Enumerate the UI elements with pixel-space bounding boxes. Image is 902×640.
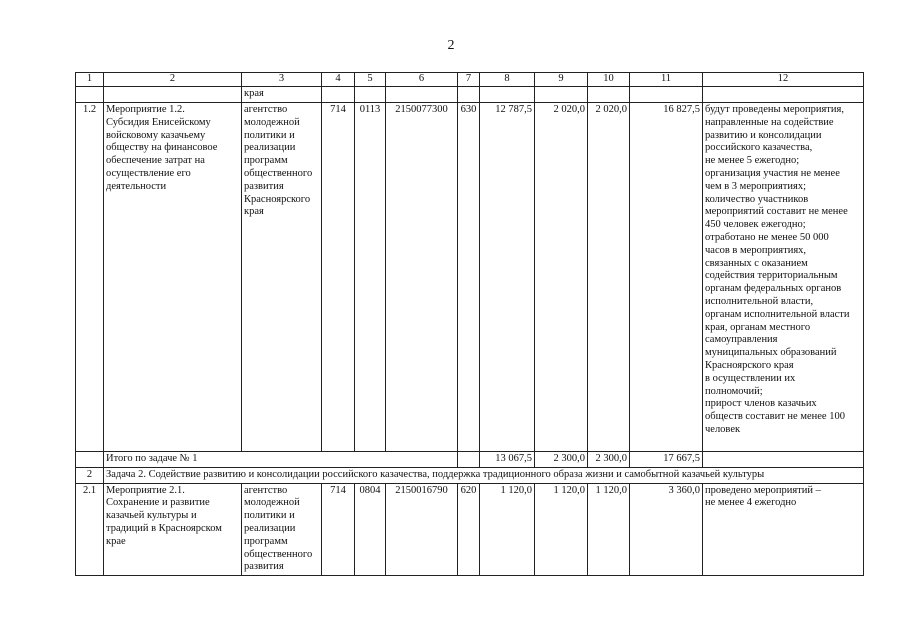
expected-result [703,483,864,576]
executor [242,103,322,452]
task-number: 2 [76,467,104,483]
text-line: органам федеральных органов [705,283,842,295]
text-line: организация участия не менее [705,167,840,179]
table-row-1-2 [76,103,864,452]
text-line: Красноярского края [705,359,794,371]
text-line: связанных с оказанием [705,257,808,269]
text-line: молодежной [244,497,300,509]
text-line: традиций в Красноярском [106,522,222,534]
text-line: муниципальных образований [705,347,837,359]
total-amount: 16 827,5 [630,103,703,452]
text-line: молодежной [244,116,300,128]
text-line: общественного [244,548,313,560]
year-1-amount: 1 120,0 [480,483,535,576]
executor [242,483,322,576]
column-header-7: 7 [458,73,480,87]
text-line: развития [244,561,284,573]
text-line: общественного [244,167,313,179]
page-number: 2 [447,38,455,53]
text-line: войсковому казачьему [106,129,206,141]
item-name [104,103,242,452]
text-line: обеспечение затрат на [106,155,205,167]
column-header-4: 4 [322,73,355,87]
grbs-code: 714 [322,103,355,452]
text-line: агентство [244,104,288,115]
total-amount: 3 360,0 [630,483,703,576]
text-line: российского казачества, [705,142,813,154]
text-line: часов в мероприятиях, [705,244,807,256]
year-2-amount: 2 020,0 [535,103,588,452]
column-header-9: 9 [535,73,588,87]
text-line: человек [705,423,741,435]
column-header-row [76,73,864,87]
text-line: мероприятий составит не менее [705,206,848,218]
rzpr-code: 0804 [355,483,386,576]
text-line: Мероприятие 1.2. [106,104,185,115]
text-line: чем в 3 мероприятиях; [705,180,806,192]
subtotal-label: Итого по задаче № 1 [104,452,458,468]
year-1-amount: 12 787,5 [480,103,535,452]
text-line: прирост членов казачьих [705,398,817,410]
table-row-subtotal [76,452,864,468]
vr-code: 620 [458,483,480,576]
column-header-5: 5 [355,73,386,87]
text-line: будут проведены мероприятия, [705,104,844,115]
subtotal-year-1: 13 067,5 [480,452,535,468]
text-line: политики и [244,129,295,141]
column-header-12: 12 [703,73,864,87]
text-line: исполнительной власти, [705,295,814,307]
continuation-executor-cell: края [242,87,322,103]
text-line: осуществление его [106,167,191,179]
text-line: крае [106,535,126,547]
item-number: 2.1 [76,483,104,576]
text-line: органам исполнительной власти [705,308,850,320]
text-line: развитию и консолидации [705,129,822,141]
text-line: реализации [244,142,296,154]
csr-code: 2150016790 [386,483,458,576]
text-line: отработано не менее 50 000 [705,231,829,243]
text-line: проведено мероприятий – [705,484,821,496]
text-line: деятельности [106,180,167,192]
year-3-amount: 1 120,0 [588,483,630,576]
vr-code: 630 [458,103,480,452]
text-line: полномочий; [705,385,763,397]
text-line: реализации [244,522,296,534]
subtotal-year-3: 2 300,0 [588,452,630,468]
csr-code: 2150077300 [386,103,458,452]
text-line: Красноярского [244,193,311,205]
subtotal-total: 17 667,5 [630,452,703,468]
item-number: 1.2 [76,103,104,452]
year-2-amount: 1 120,0 [535,483,588,576]
text-line: обществу на финансовое [106,142,218,154]
subtotal-year-2: 2 300,0 [535,452,588,468]
text-line: самоуправления [705,334,778,346]
text-line: количество участников [705,193,809,205]
task-heading: Задача 2. Содействие развитию и консолидации российского казачества, поддержка традиционного образа жизни и самобытной казачьей культуры [104,467,864,483]
text-line: агентство [244,484,288,496]
text-line: программ [244,535,288,547]
text-line: края [244,206,264,218]
text-line: в осуществлении их [705,372,796,384]
column-header-3: 3 [242,73,322,87]
column-header-2: 2 [104,73,242,87]
text-line: развития [244,180,284,192]
text-line: направленные на содействие [705,116,834,128]
text-line: казачьей культуры и [106,510,197,522]
column-header-1: 1 [76,73,104,87]
text-line: не менее 4 ежегодно [705,497,797,509]
text-line: обществ составит не менее 100 [705,411,845,423]
text-line: политики и [244,510,295,522]
text-line: Сохранение и развитие [106,497,210,509]
text-line: содействия территориальным [705,270,838,282]
column-header-8: 8 [480,73,535,87]
text-line: программ [244,155,288,167]
text-line: Мероприятие 2.1. [106,484,185,496]
grbs-code: 714 [322,483,355,576]
year-3-amount: 2 020,0 [588,103,630,452]
table-row-continuation [76,87,864,103]
table-row-task-2 [76,467,864,483]
column-header-11: 11 [630,73,703,87]
item-name [104,483,242,576]
column-header-10: 10 [588,73,630,87]
text-line: 450 человек ежегодно; [705,219,806,231]
rzpr-code: 0113 [355,103,386,452]
text-line: не менее 5 ежегодно; [705,155,800,167]
table-row-2-1 [76,483,864,576]
program-table [75,72,864,576]
expected-result [703,103,864,452]
text-line: края, органам местного [705,321,811,333]
text-line: Субсидия Енисейскому [106,116,211,128]
column-header-6: 6 [386,73,458,87]
